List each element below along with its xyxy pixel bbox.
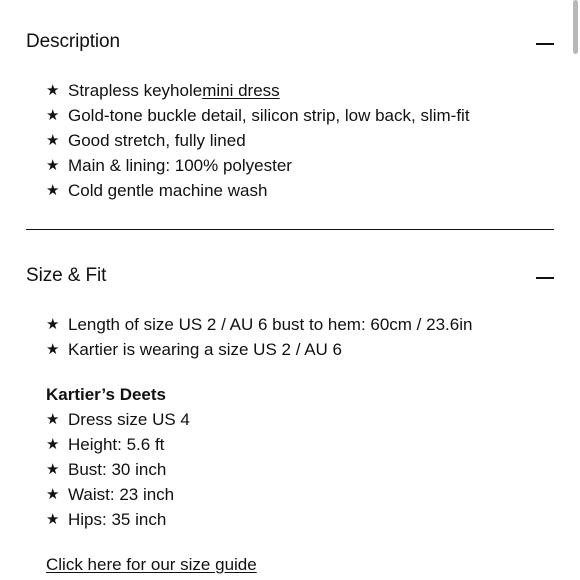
list-item: [46, 482, 190, 507]
list-item-text: Length of size US 2 / AU 6 bust to hem: 60cm / 23.6in: [68, 315, 473, 334]
section-divider: [26, 229, 554, 230]
description-list: [46, 78, 470, 203]
description-header[interactable]: [26, 27, 554, 57]
list-item-text: Hips: 35 inch: [68, 510, 167, 529]
deets-list: [46, 407, 190, 532]
star-icon: ★: [46, 486, 60, 503]
list-item-text: Bust: 30 inch: [68, 460, 167, 479]
list-item-text: Waist: 23 inch: [68, 485, 175, 504]
size-guide-link[interactable]: Click here for our size guide: [46, 555, 257, 574]
list-item-text: Gold-tone buckle detail, silicon strip, low back, slim-fit: [68, 106, 470, 125]
star-icon: ★: [46, 182, 60, 199]
list-item: [46, 78, 470, 103]
list-item: [46, 507, 190, 532]
list-item-text: Main & lining: 100% polyester: [68, 156, 292, 175]
list-item: [46, 432, 190, 457]
star-icon: ★: [46, 157, 60, 174]
list-item: [46, 457, 190, 482]
list-item-text: Height: 5.6 ft: [68, 435, 165, 454]
scrollbar[interactable]: [573, 0, 578, 54]
list-item-text: Kartier is wearing a size US 2 / AU 6: [68, 340, 343, 359]
list-item-text: Cold gentle machine wash: [68, 181, 268, 200]
list-item-text: Dress size US 4: [68, 410, 190, 429]
star-icon: ★: [46, 82, 60, 99]
list-item: [46, 407, 190, 432]
list-item: [46, 337, 472, 362]
star-icon: ★: [46, 461, 60, 478]
star-icon: ★: [46, 436, 60, 453]
star-icon: ★: [46, 411, 60, 428]
star-icon: ★: [46, 316, 60, 333]
minus-icon[interactable]: [536, 43, 554, 45]
list-item: [46, 153, 470, 178]
size-fit-header[interactable]: [26, 261, 554, 291]
list-item-text: Strapless keyhole: [68, 81, 203, 100]
list-item: [46, 128, 470, 153]
star-icon: ★: [46, 132, 60, 149]
description-title: Description: [26, 31, 120, 52]
list-item: [46, 103, 470, 128]
star-icon: ★: [46, 511, 60, 528]
list-item-text: Good stretch, fully lined: [68, 131, 246, 150]
star-icon: ★: [46, 107, 60, 124]
list-item: [46, 312, 472, 337]
deets-heading: Kartier’s Deets: [46, 385, 167, 404]
minus-icon[interactable]: [536, 277, 554, 279]
star-icon: ★: [46, 341, 60, 358]
mini-dress-link[interactable]: mini dress: [202, 81, 280, 100]
size-fit-title: Size & Fit: [26, 265, 107, 286]
size-fit-list: [46, 312, 472, 362]
list-item: [46, 178, 470, 203]
